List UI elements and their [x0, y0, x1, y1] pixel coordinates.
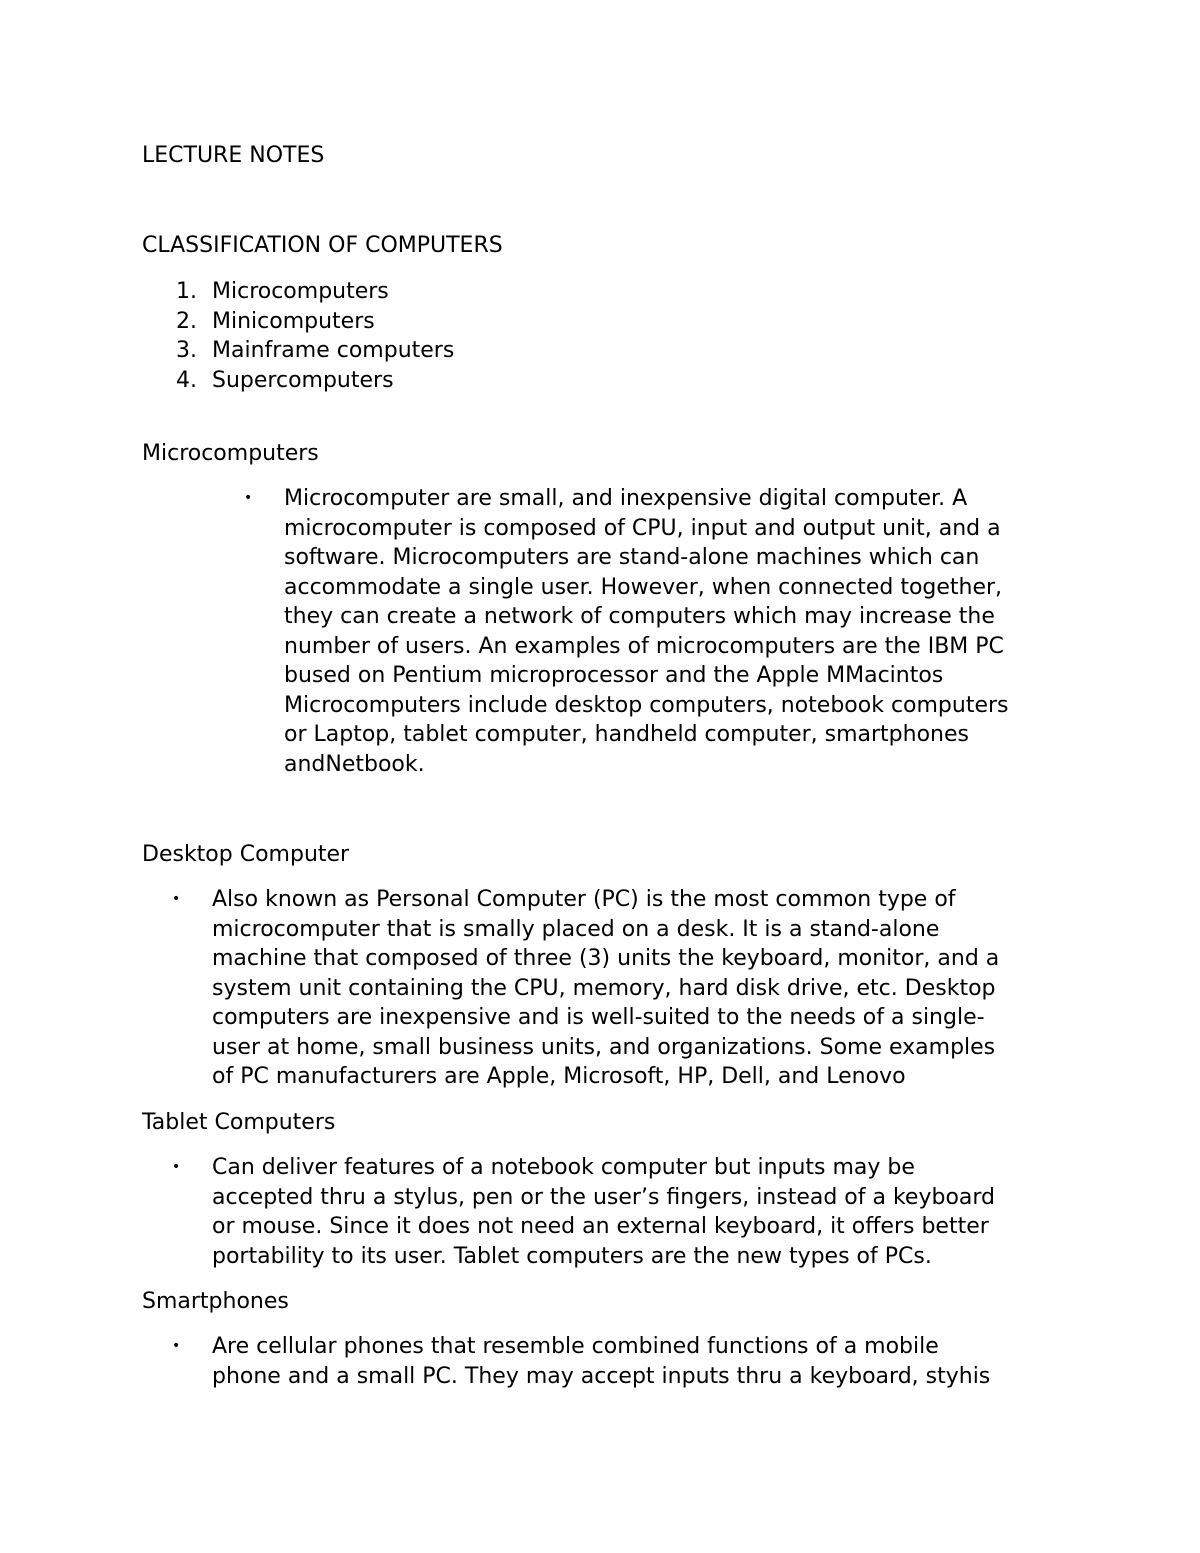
list-label: Supercomputers: [212, 367, 394, 393]
list-item: [142, 366, 454, 396]
bullet-dot: •: [244, 490, 253, 506]
tablet-bullet-list: [172, 1153, 1112, 1271]
paragraph-line: system unit containing the CPU, memory, hard disk drive, etc. Desktop: [212, 975, 996, 1001]
list-number: 1.: [176, 279, 197, 304]
list-number: 3.: [176, 338, 197, 363]
paragraph-line: Are cellular phones that resemble combined functions of a mobile: [212, 1334, 939, 1359]
paragraph-line: Microcomputers include desktop computers, notebook computers: [284, 692, 1009, 718]
paragraph-line: portability to its user. Tablet computers are the new types of PCs.: [212, 1243, 932, 1269]
list-item: [142, 277, 454, 307]
paragraph-line: they can create a network of computers which may increase the: [284, 604, 995, 629]
paragraph-line: microcomputer is composed of CPU, input and output unit, and a: [284, 515, 1001, 541]
list-item: [172, 885, 1112, 1092]
paragraph-line: software. Microcomputers are stand-alone machines which can: [284, 545, 980, 570]
tablet-computers-heading: Tablet Computers: [142, 1110, 336, 1135]
paragraph-line: Also known as Personal Computer (PC) is the most common type of: [212, 887, 956, 912]
list-label: Microcomputers: [212, 279, 389, 304]
paragraph-line: of PC manufacturers are Apple, Microsoft, HP, Dell, and Lenovo: [212, 1064, 906, 1089]
list-item: [172, 1153, 1112, 1271]
list-item: [172, 1332, 1112, 1391]
paragraph-line: or mouse. Since it does not need an external keyboard, it offers better: [212, 1214, 989, 1239]
desktop-bullet-list: [172, 885, 1112, 1092]
paragraph-line: Microcomputer are small, and inexpensive digital computer. A: [284, 486, 968, 511]
paragraph-line: accommodate a single user. However, when connected together,: [284, 574, 1003, 600]
paragraph-line: phone and a small PC. They may accept inputs thru a keyboard, styhis: [212, 1363, 991, 1389]
list-label: Mainframe computers: [212, 338, 455, 363]
paragraph-line: machine that composed of three (3) units the keyboard, monitor, and a: [212, 946, 1000, 971]
classification-heading: CLASSIFICATION OF COMPUTERS: [142, 233, 503, 258]
paragraph-line: computers are inexpensive and is well-suited to the needs of a single-: [212, 1005, 985, 1030]
microcomputers-bullet-list: [244, 484, 1104, 779]
paragraph-line: accepted thru a stylus, pen or the user’s fingers, instead of a keyboard: [212, 1184, 996, 1210]
desktop-computer-heading: Desktop Computer: [142, 842, 350, 867]
smartphones-bullet-list: [172, 1332, 1112, 1391]
list-number: 4.: [176, 367, 197, 393]
classification-list: [142, 277, 454, 395]
paragraph-line: Can deliver features of a notebook computer but inputs may be: [212, 1155, 915, 1180]
bullet-dot: •: [172, 1338, 181, 1354]
list-number: 2.: [176, 308, 197, 334]
list-item: [244, 484, 1104, 779]
document-title: LECTURE NOTES: [142, 143, 325, 168]
paragraph-line: or Laptop, tablet computer, handheld computer, smartphones: [284, 722, 969, 747]
paragraph-line: microcomputer that is smally placed on a desk. It is a stand-alone: [212, 916, 940, 942]
paragraph-line: number of users. An examples of microcomputers are the IBM PC: [284, 633, 1004, 659]
bullet-dot: •: [172, 1159, 181, 1175]
paragraph-line: user at home, small business units, and organizations. Some examples: [212, 1034, 996, 1060]
bullet-dot: •: [172, 891, 181, 907]
microcomputers-heading: Microcomputers: [142, 441, 319, 466]
paragraph-line: andNetbook.: [284, 751, 425, 777]
list-item: [142, 307, 454, 337]
paragraph-line: bused on Pentium microprocessor and the Apple MMacintos: [284, 663, 944, 688]
list-label: Minicomputers: [212, 308, 375, 334]
smartphones-heading: Smartphones: [142, 1289, 289, 1314]
list-item: [142, 336, 454, 366]
